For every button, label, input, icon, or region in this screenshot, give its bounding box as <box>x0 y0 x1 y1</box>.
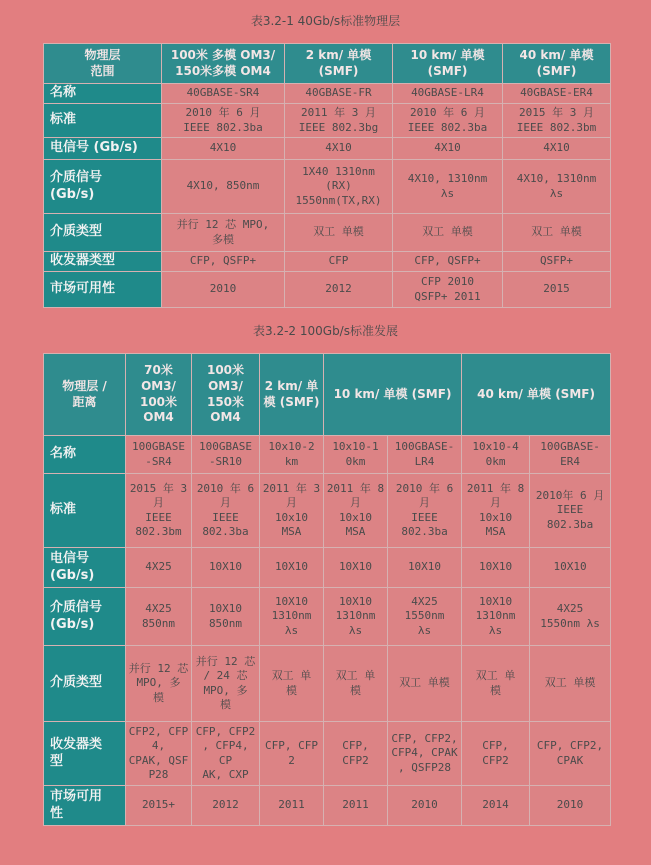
row-label: 介质类型 <box>44 646 126 722</box>
table-row <box>44 104 611 138</box>
table-row <box>44 722 611 786</box>
table-cell: CFP, CFP 2 <box>260 722 324 786</box>
table-cell: 4X10, 850nm <box>162 160 285 214</box>
table-cell: 100GBASE- ER4 <box>530 436 611 474</box>
row-label: 名称 <box>44 84 162 104</box>
table-cell: 10X10 1310nm λs <box>324 588 388 646</box>
table-cell: 10X10 <box>260 548 324 588</box>
table-cell: 10X10 <box>462 548 530 588</box>
table-row <box>44 138 611 160</box>
table-cell: 并行 12 芯 MPO, 多 模 <box>126 646 192 722</box>
table-cell: 2011 年 8 月 10x10 MSA <box>462 474 530 548</box>
table-cell: 2012 <box>285 272 393 308</box>
row-label: 标准 <box>44 104 162 138</box>
table-row <box>44 474 611 548</box>
table-cell: 2010年 6 月 IEEE 802.3ba <box>530 474 611 548</box>
table-row <box>44 84 611 104</box>
table-cell: 10x10-2 km <box>260 436 324 474</box>
table-row <box>44 214 611 252</box>
table-cell: 2010 年 6 月 IEEE 802.3ba <box>162 104 285 138</box>
table-cell: 10X10 <box>388 548 462 588</box>
row-label: 市场可用 性 <box>44 786 126 826</box>
table-cell: 10X10 <box>192 548 260 588</box>
table-cell: 4X25 850nm <box>126 588 192 646</box>
table-cell: 2012 <box>192 786 260 826</box>
table-cell: 40GBASE-LR4 <box>393 84 503 104</box>
header-2km-smf: 2 km/ 单 模 (SMF) <box>260 354 324 436</box>
table-cell: 2015 年 3 月 IEEE 802.3bm <box>126 474 192 548</box>
table1-header-row <box>44 44 611 84</box>
table-cell: 4X10 <box>393 138 503 160</box>
table-cell: 10x10-4 0km <box>462 436 530 474</box>
table1-caption: 表3.2-1 40Gb/s标准物理层 <box>250 14 401 28</box>
table-row <box>44 588 611 646</box>
table-cell: 40GBASE-ER4 <box>503 84 611 104</box>
table-row <box>44 272 611 308</box>
table-cell: 双工 单模 <box>388 646 462 722</box>
table-cell: CFP, CFP2, CPAK <box>530 722 611 786</box>
table-cell: CFP, CFP2 <box>462 722 530 786</box>
table-cell: 100GBASE- LR4 <box>388 436 462 474</box>
row-label: 介质类型 <box>44 214 162 252</box>
table-row <box>44 548 611 588</box>
table-cell: 4X25 1550nm λs <box>530 588 611 646</box>
table-cell: 40GBASE-FR <box>285 84 393 104</box>
table-cell: 10x10-1 0km <box>324 436 388 474</box>
table-cell: 40GBASE-SR4 <box>162 84 285 104</box>
table-40g-physical-layer <box>43 43 611 308</box>
row-label: 市场可用性 <box>44 272 162 308</box>
table-cell: CFP, QSFP+ <box>393 252 503 272</box>
table-cell: 100GBASE -SR10 <box>192 436 260 474</box>
table-cell: 双工 单 模 <box>324 646 388 722</box>
row-label: 电信号 (Gb/s) <box>44 138 162 160</box>
table-cell: 并行 12 芯 / 24 芯 MPO, 多 模 <box>192 646 260 722</box>
table-cell: QSFP+ <box>503 252 611 272</box>
table-cell: CFP 2010 QSFP+ 2011 <box>393 272 503 308</box>
table-cell: 4X25 1550nm λs <box>388 588 462 646</box>
table-cell: 2011 <box>260 786 324 826</box>
table-cell: 10X10 850nm <box>192 588 260 646</box>
table-cell: 4X10 <box>162 138 285 160</box>
table-cell: 双工 单模 <box>503 214 611 252</box>
table-cell: 2010 年 6 月 IEEE 802.3ba <box>393 104 503 138</box>
table-row <box>44 646 611 722</box>
header-40km-smf: 40 km/ 单模 (SMF) <box>462 354 611 436</box>
table-cell: 4X25 <box>126 548 192 588</box>
header-100m-om3: 100米 OM3/ 150米 OM4 <box>192 354 260 436</box>
table-cell: 4X10 <box>503 138 611 160</box>
row-label: 介质信号 (Gb/s) <box>44 588 126 646</box>
row-label: 收发器类型 <box>44 252 162 272</box>
row-label: 名称 <box>44 436 126 474</box>
table-cell: 4X10, 1310nm λs <box>393 160 503 214</box>
table-cell: 2010 <box>162 272 285 308</box>
table-cell: 10X10 <box>324 548 388 588</box>
table-cell: 2010 年 6 月 IEEE 802.3ba <box>192 474 260 548</box>
table-cell: 2011 年 3 月 10x10 MSA <box>260 474 324 548</box>
table-cell: CFP <box>285 252 393 272</box>
table-cell: 2010 <box>530 786 611 826</box>
table-row <box>44 786 611 826</box>
table-cell: 2010 年 6 月 IEEE 802.3ba <box>388 474 462 548</box>
table-cell: 1X40 1310nm (RX) 1550nm(TX,RX) <box>285 160 393 214</box>
table-cell: 2010 <box>388 786 462 826</box>
header-phy-distance: 物理层 / 距离 <box>44 354 126 436</box>
table-cell: 4X10, 1310nm λs <box>503 160 611 214</box>
header-100m-mmf: 100米 多模 OM3/ 150米多模 OM4 <box>162 44 285 84</box>
header-phy-range: 物理层 范围 <box>44 44 162 84</box>
table-cell: 10X10 1310nm λs <box>260 588 324 646</box>
table-cell: 10X10 <box>530 548 611 588</box>
header-2km-smf: 2 km/ 单模 (SMF) <box>285 44 393 84</box>
table-cell: 2011 年 3 月 IEEE 802.3bg <box>285 104 393 138</box>
table-cell: CFP, CFP2, CFP4, CPAK , QSFP28 <box>388 722 462 786</box>
table-cell: CFP, CFP2 <box>324 722 388 786</box>
table-cell: 100GBASE -SR4 <box>126 436 192 474</box>
table-cell: 双工 单 模 <box>260 646 324 722</box>
row-label: 标准 <box>44 474 126 548</box>
table-cell: 10X10 1310nm λs <box>462 588 530 646</box>
table2-caption: 表3.2-2 100Gb/s标准发展 <box>253 324 398 338</box>
table2-header-row <box>44 354 611 436</box>
header-70m-om3: 70米 OM3/ 100米 OM4 <box>126 354 192 436</box>
table-cell: CFP, CFP2 , CFP4, CP AK, CXP <box>192 722 260 786</box>
table-cell: 2015 年 3 月 IEEE 802.3bm <box>503 104 611 138</box>
table-cell: 并行 12 芯 MPO, 多模 <box>162 214 285 252</box>
table-row <box>44 436 611 474</box>
row-label: 电信号 (Gb/s) <box>44 548 126 588</box>
table-cell: 2015 <box>503 272 611 308</box>
header-40km-smf: 40 km/ 单模 (SMF) <box>503 44 611 84</box>
table-cell: 2011 年 8 月 10x10 MSA <box>324 474 388 548</box>
table-cell: 2011 <box>324 786 388 826</box>
table-cell: 2014 <box>462 786 530 826</box>
table-cell: 双工 单模 <box>393 214 503 252</box>
row-label: 介质信号 (Gb/s) <box>44 160 162 214</box>
table-row <box>44 252 611 272</box>
table-cell: CFP, QSFP+ <box>162 252 285 272</box>
table-cell: 2015+ <box>126 786 192 826</box>
table-100g-standards <box>43 353 611 826</box>
table-cell: 双工 单 模 <box>462 646 530 722</box>
row-label: 收发器类 型 <box>44 722 126 786</box>
table-cell: 4X10 <box>285 138 393 160</box>
table-cell: 双工 单模 <box>285 214 393 252</box>
table-cell: 双工 单模 <box>530 646 611 722</box>
table-cell: CFP2, CFP 4, CPAK, QSF P28 <box>126 722 192 786</box>
table-row <box>44 160 611 214</box>
header-10km-smf: 10 km/ 单模 (SMF) <box>393 44 503 84</box>
header-10km-smf: 10 km/ 单模 (SMF) <box>324 354 462 436</box>
